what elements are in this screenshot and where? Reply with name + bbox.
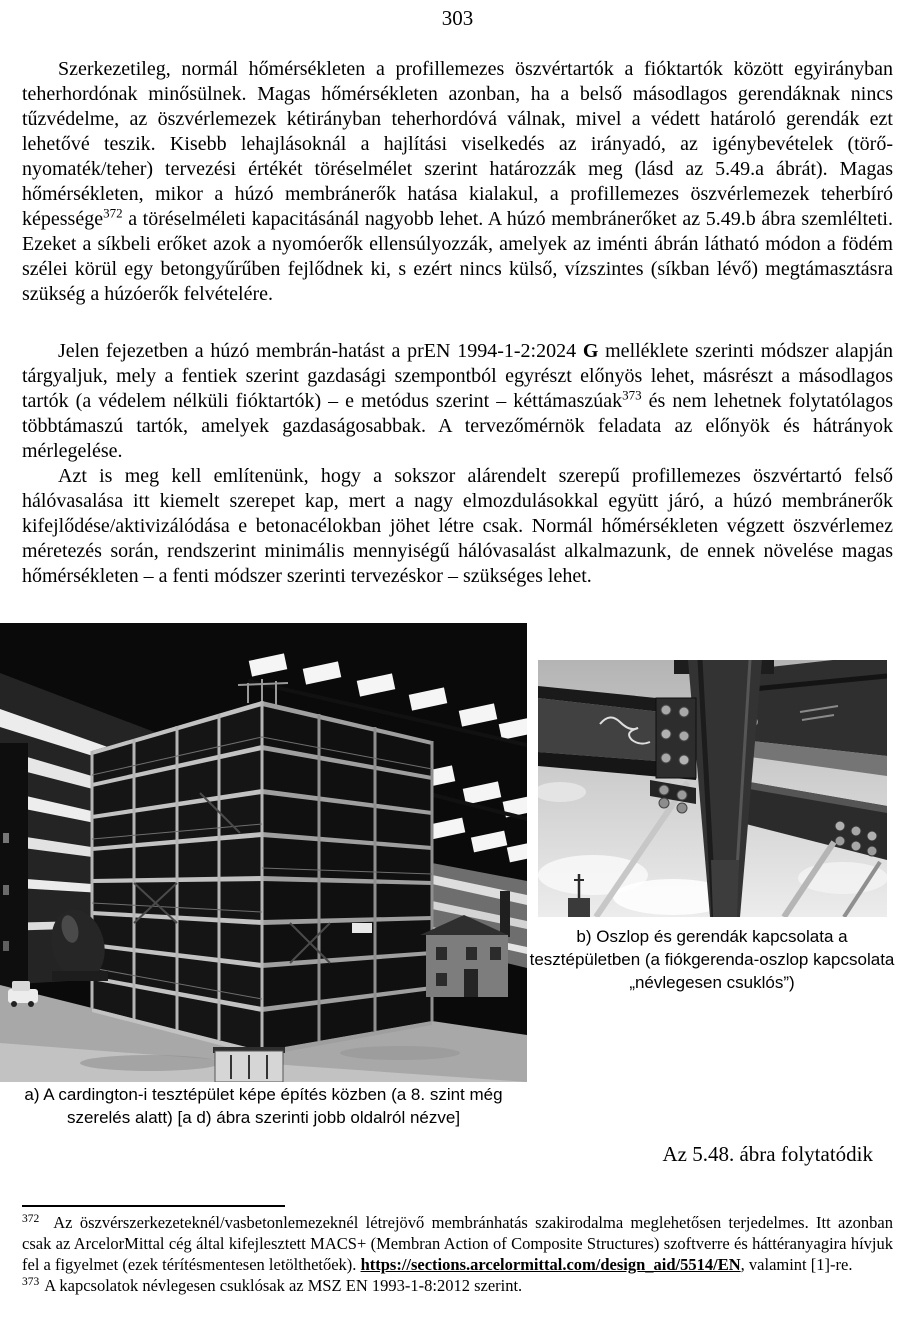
- footnotes-section: [22, 1205, 893, 1296]
- footnote-373-marker: 373: [22, 1275, 40, 1288]
- footnote-372-text: Az öszvérszerkezeteknél/vasbetonlemezeknél létrejövő membránhatás szakirodalma meglehetősen terjedelmes. Itt azonban csak az ArcelorMittal cég által kifejlesztett MACS+ (Membran Action of Composite Structures) szoftverre és háttéranyagira hívjuk fel a figyelmet (ezek térítésmentesen letölthetőek).: [22, 1213, 893, 1274]
- footnote-ref-373: 373: [622, 387, 642, 403]
- body-paragraph-3: [22, 464, 893, 589]
- paragraph-1-text-cont: a töréselméleti kapacitásánál nagyobb lehet. A húzó membránerőket az 5.49.b ábra szemlélteti. Ezeket a síkbeli erőket azok a nyomóerők ellensúlyozzák, amelyek az iménti ábrán látható módon a födém szélei körül egy betongyűrűben fejlődnek ki, s ezért nincs külső, vízszintes (síkban lévő) megtámasztásra szükség a húzóerők felvételére.: [22, 208, 893, 305]
- sign-board: [352, 923, 372, 933]
- annex-letter-bold: G: [582, 340, 599, 362]
- caption-photo-b: b) Oszlop és gerendák kapcsolata a tesztépületben (a fiókgerenda-oszlop kapcsolata „névlegesen csuklós”): [529, 927, 895, 992]
- page-number: 303: [441, 6, 474, 30]
- footnote-373-text: A kapcsolatok névlegesen csuklósak az MSZ EN 1993-1-8:2012 szerint.: [44, 1276, 523, 1295]
- right-upper-beam: [743, 660, 887, 776]
- footnote-372-url-link[interactable]: https://sections.arcelormittal.com/design_aid/5514/EN: [360, 1255, 741, 1274]
- footnote-372-marker: 372: [22, 1212, 40, 1225]
- paragraph-3-text: Azt is meg kell említenünk, hogy a sokszor alárendelt szerepű profillemezes öszvértartó felső hálóvasalása itt kiemelt szerepet kap, mert a nagy elmozdulásokkal együtt járó, a húzó membránerők kifejlődése/aktivizálódása e betonacélokban jöhet létre csak. Normál hőmérsékleten végzett öszvérlemez méretezés során, rendszerint minimális mennyiségű hálóvasalást alkalmazunk, de ennek növelése magas hőmérsékleten – a fenti módszer szerinti tervezéskor – szükséges lehet.: [22, 465, 893, 587]
- footnote-373: [22, 1275, 893, 1296]
- footnote-separator-rule: [22, 1205, 285, 1207]
- site-cabin: [213, 1047, 285, 1082]
- photo-column-beam-connection: [538, 660, 887, 917]
- figure-continuation-note: Az 5.48. ábra folytatódik: [662, 1142, 873, 1166]
- footnote-372: [22, 1212, 893, 1275]
- caption-photo-a: a) A cardington-i tesztépület képe építés közben (a 8. szint még szerelés alatt) [a d) ábra szerinti jobb oldalról nézve]: [24, 1085, 503, 1127]
- footnote-372-text-tail: , valamint [1]-re.: [740, 1255, 853, 1274]
- paragraph-2-text-cont: és nem lehetnek folytatólagos többtámaszú tartók, amelyek gazdaságosabbak. A tervezőmérnök feladata az előnyök és hátrányok mérlegelése.: [22, 390, 893, 462]
- body-paragraph-1: [22, 57, 893, 307]
- paragraph-2-text-mid: melléklete szerinti módszer alapján tárgyaljuk, mely a fentiek szerint gazdasági szempontból egyrészt előnyös lehet, másrészt a másodlagos tartók (a védelem nélküli fióktartók) – e metódus szerint – kéttámaszúak: [22, 340, 893, 412]
- footnote-ref-372: 372: [103, 205, 123, 221]
- figure-5-48: [0, 623, 915, 1143]
- photo-cardington-test-building: [0, 623, 527, 1082]
- body-paragraph-2: [22, 339, 893, 464]
- paragraph-1-text: Szerkezetileg, normál hőmérsékleten a profillemezes öszvértartók a fióktartók között egyirányban teherhordónak minősülnek. Magas hőmérsékleten azonban, ha a belső másodlagos gerendáknak nincs tűzvédelme, az öszvérlemezek kétirányban teherhordóvá válnak, mivel a védett határoló gerendák ezt lehetővé teszik. Kisebb lehajlásoknál a hajlítási viselkedés az irányadó, az igénybevételek (törő- nyomaték/teher) tervezési értékét töréselmélet szerint határozzák meg (lásd az 5.49.a ábrát). Magas hőmérsékleten, mikor a húzó membránerők hatása kialakul, a profillemezes öszvérlemezek teherbíró képessége: [22, 58, 893, 230]
- paragraph-2-text: Jelen fejezetben a húzó membrán-hatást a prEN 1994-1-2:2024: [58, 340, 583, 362]
